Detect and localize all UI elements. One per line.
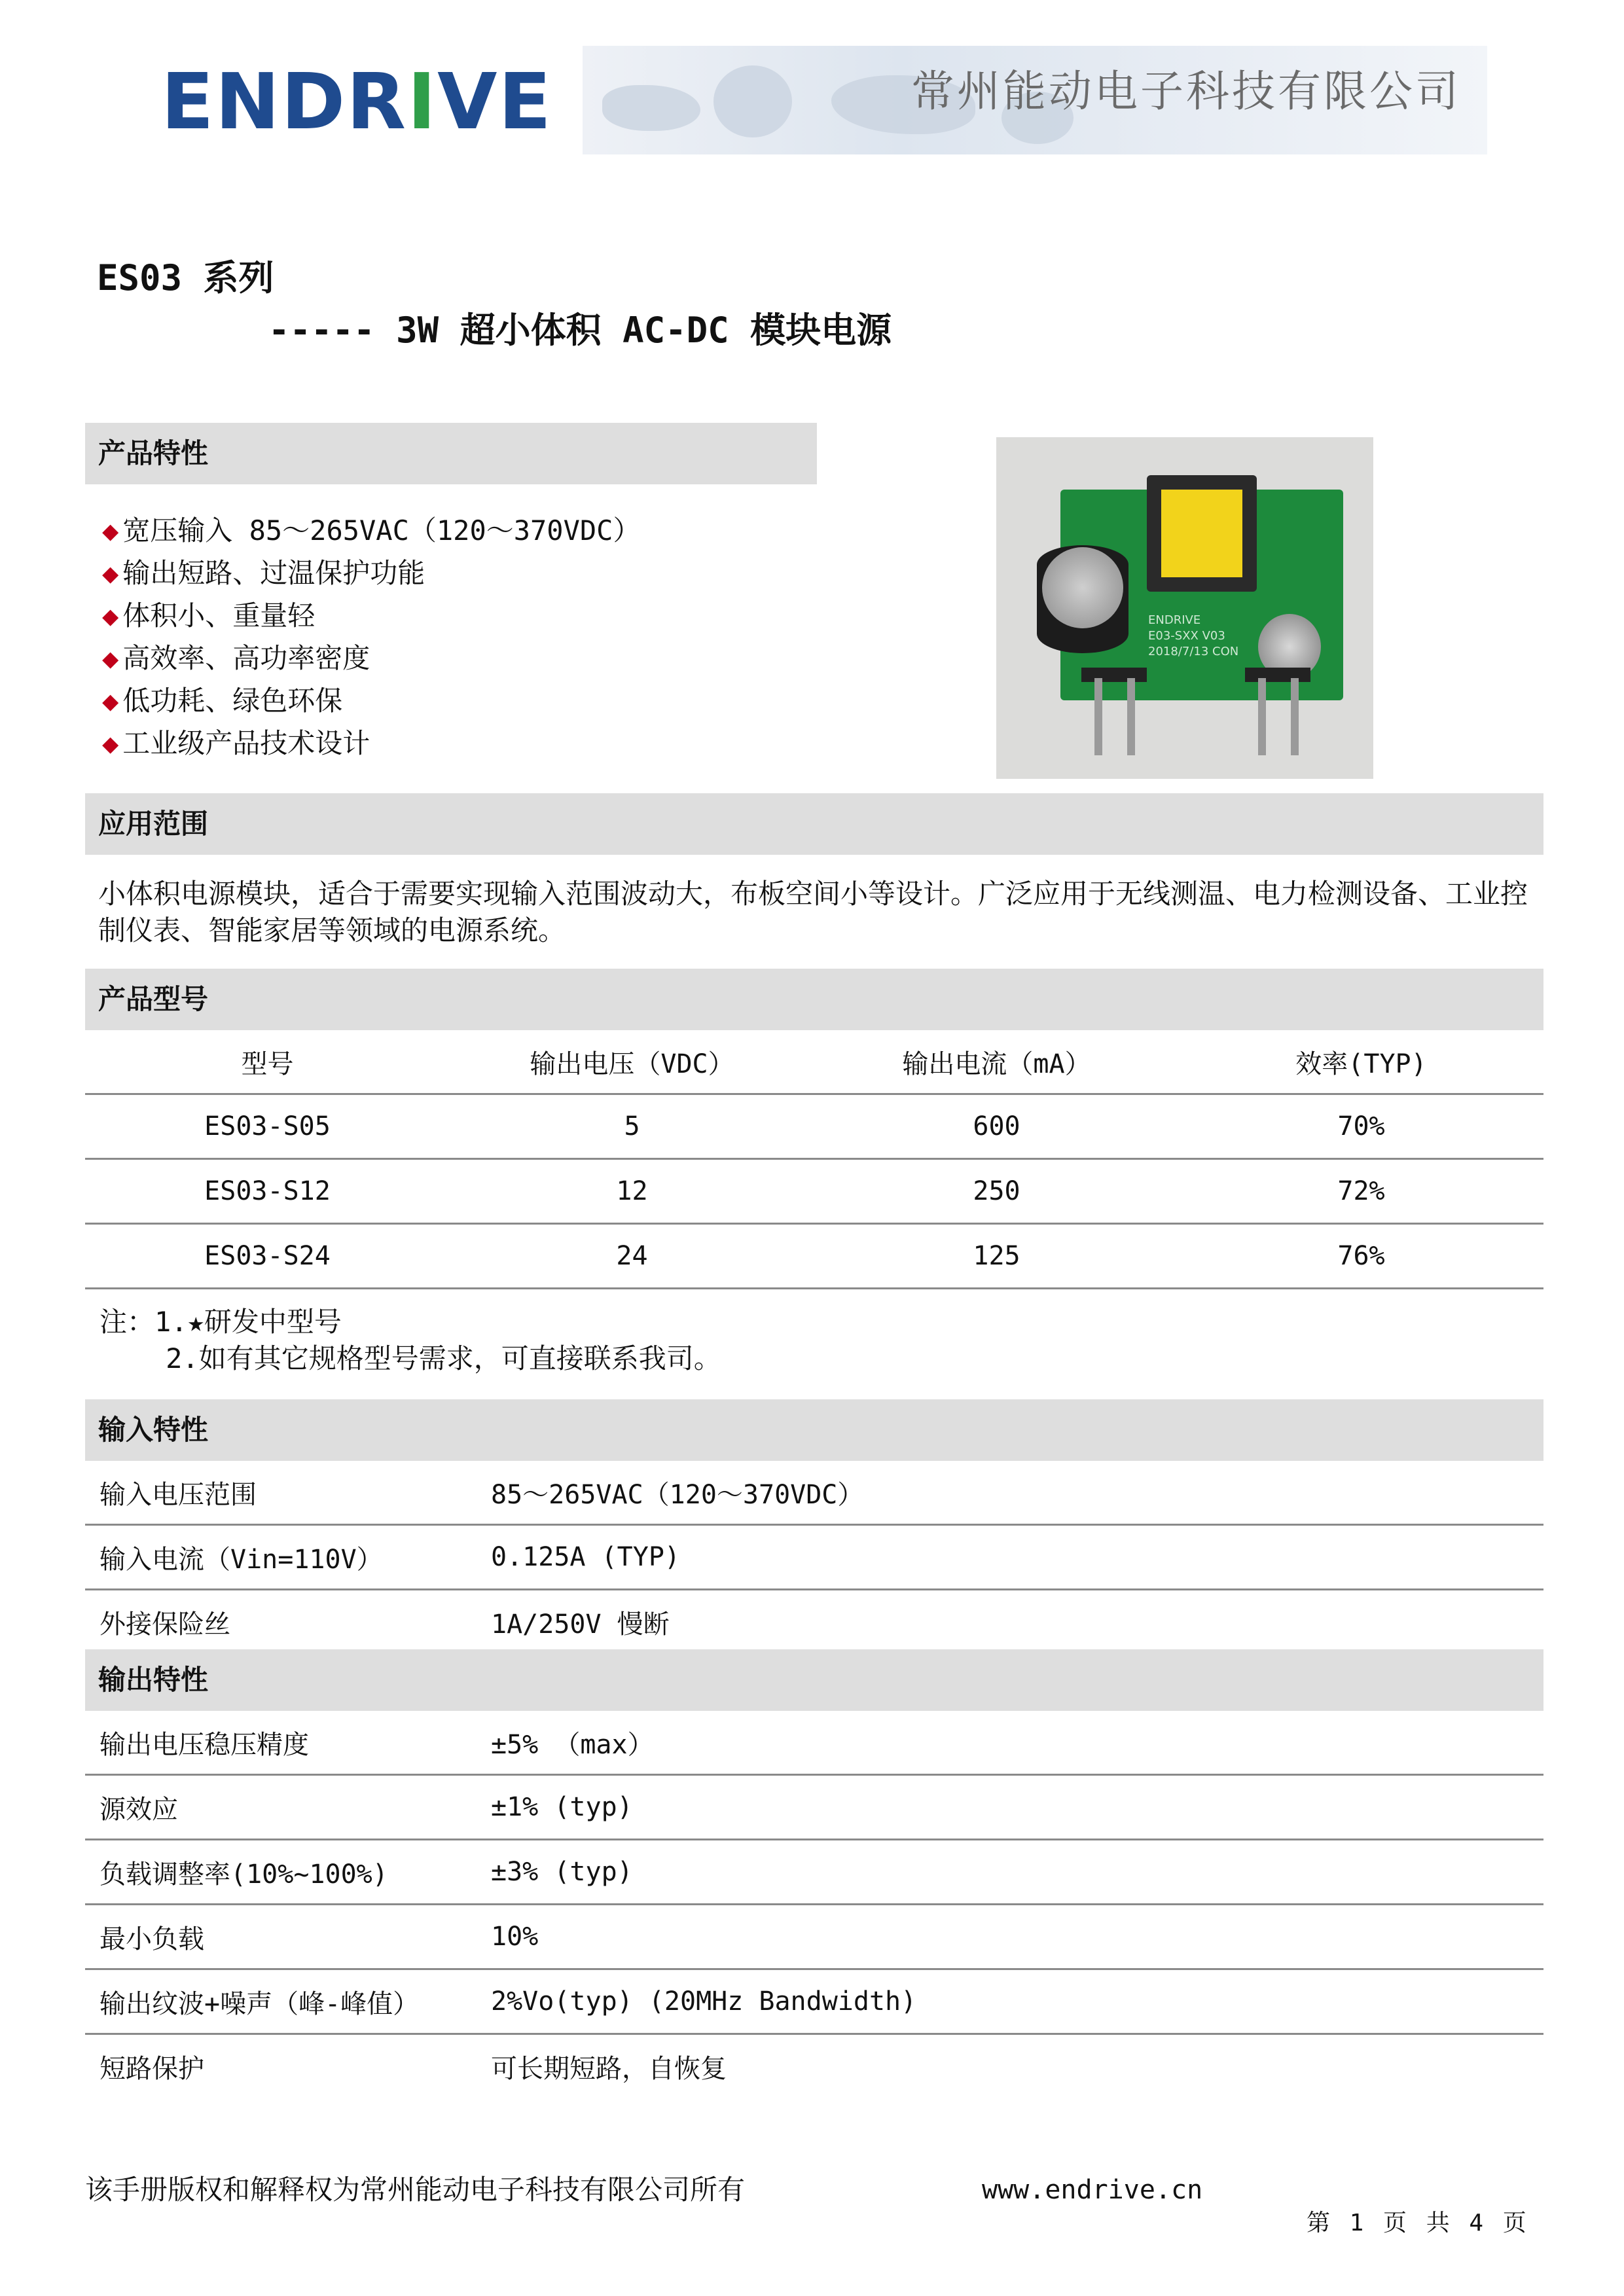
column-header: 效率(TYP) [1295,1049,1427,1079]
diamond-bullet-icon: ◆ [102,727,119,759]
header-banner [583,46,1487,154]
table-cell: ES03-S12 [204,1176,331,1206]
feature-item: ◆ 输出短路、过温保护功能 [102,557,425,589]
spec-value: 2%Vo(typ) (20MHz Bandwidth) [491,1986,917,2017]
diamond-bullet-icon: ◆ [102,557,119,589]
table-cell: 125 [973,1241,1020,1271]
table-cell: 5 [624,1111,640,1141]
product-series-title: ES03 系列 [97,257,274,298]
table-cell: 76% [1337,1241,1385,1271]
spec-value: 85～265VAC（120～370VDC） [491,1479,864,1510]
spec-name: 负载调整率(10%~100%) [99,1859,388,1890]
company-logo: ENDRIVE [161,56,553,147]
table-header-row [85,1030,1543,1094]
table-row [85,1525,1543,1590]
spec-name: 短路保护 [99,2053,204,2084]
table-row [85,1905,1543,1969]
company-name: 常州能动电子科技有限公司 [911,66,1461,117]
model-table [85,1030,1543,1289]
spec-name: 源效应 [99,1794,178,1825]
spec-value: 可长期短路，自恢复 [491,2053,727,2084]
note-line: 注：1.★研发中型号 [99,1306,342,1338]
spec-name: 输出纹波+噪声（峰-峰值） [99,1988,420,2019]
column-header: 输出电压（VDC） [530,1049,734,1079]
section-models: 产品型号 [85,969,1543,1030]
section-features: 产品特性 [85,423,817,484]
column-header: 输出电流（mA） [902,1049,1091,1079]
spec-name: 外接保险丝 [99,1609,230,1640]
column-header: 型号 [241,1049,294,1079]
product-photo [996,437,1373,779]
feature-item: ◆ 工业级产品技术设计 [102,727,370,759]
table-row [85,1461,1543,1525]
website-link[interactable]: www.endrive.cn [982,2175,1203,2205]
table-cell: 600 [973,1111,1020,1141]
spec-value: 10% [491,1922,539,1952]
table-cell: 72% [1337,1176,1385,1206]
table-cell: 24 [616,1241,648,1271]
table-row [85,1094,1543,1159]
application-text: 小体积电源模块，适合于需要实现输入范围波动大，布板空间小等设计。广泛应用于无线测温、电力检测设备、工业控制仪表、智能家居等领域的电源系统。 [98,878,1528,946]
diamond-bullet-icon: ◆ [102,685,119,717]
table-row [85,1159,1543,1224]
diamond-bullet-icon: ◆ [102,600,119,632]
product-subtitle: ----- 3W 超小体积 AC-DC 模块电源 [268,310,892,351]
spec-value: 1A/250V 慢断 [491,1609,670,1640]
feature-item: ◆ 低功耗、绿色环保 [102,685,343,717]
table-cell: 12 [616,1176,648,1206]
table-row [85,1840,1543,1905]
section-application: 应用范围 [85,793,1543,855]
table-row [85,1590,1543,1654]
output-spec-table [85,1711,1543,2098]
spec-name: 输入电压范围 [99,1479,257,1510]
table-row [85,1224,1543,1289]
input-spec-table [85,1461,1543,1653]
spec-value: ±1% (typ) [491,1792,633,1822]
note-line: 2.如有其它规格型号需求，可直接联系我司。 [99,1342,721,1374]
table-row [85,1969,1543,2034]
spec-name: 输入电流（Vin=110V） [99,1544,383,1575]
diamond-bullet-icon: ◆ [102,514,119,547]
feature-item: ◆ 体积小、重量轻 [102,600,316,632]
feature-item: ◆ 高效率、高功率密度 [102,642,370,674]
table-cell: 250 [973,1176,1020,1206]
spec-value: ±5% （max） [491,1729,654,1760]
spec-value: ±3% (typ) [491,1857,633,1887]
table-cell: ES03-S05 [204,1111,331,1141]
feature-item: ◆ 宽压输入 85～265VAC（120～370VDC） [102,514,641,547]
spec-name: 最小负载 [99,1924,204,1954]
page-number: 第 1 页 共 4 页 [1307,2210,1526,2236]
section-output: 输出特性 [85,1649,1543,1711]
table-row [85,1711,1543,1775]
diamond-bullet-icon: ◆ [102,642,119,674]
table-row [85,1775,1543,1840]
table-cell: 70% [1337,1111,1385,1141]
section-input: 输入特性 [85,1399,1543,1461]
pcb-label: ENDRIVE E03-SXX V03 2018/7/13 CON [1148,613,1239,658]
table-row [85,2034,1543,2098]
spec-name: 输出电压稳压精度 [99,1729,309,1760]
table-cell: ES03-S24 [204,1241,331,1271]
copyright-notice: 该手册版权和解释权为常州能动电子科技有限公司所有 [85,2174,746,2206]
spec-value: 0.125A (TYP) [491,1542,680,1572]
